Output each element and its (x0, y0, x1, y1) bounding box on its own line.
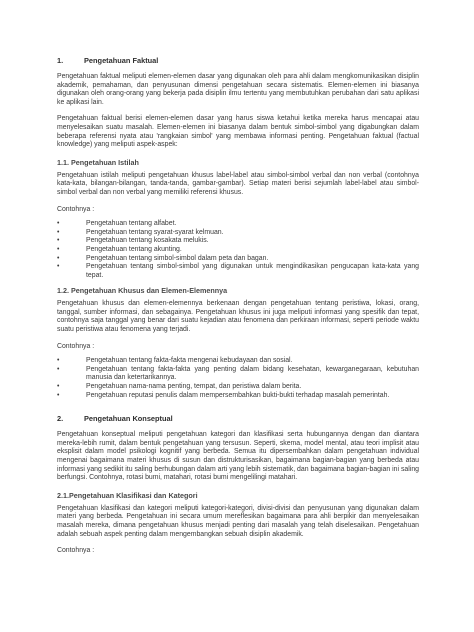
list-item-text: Pengetahuan tentang alfabet. (86, 220, 177, 228)
examples-label: Contohnya : (57, 205, 95, 213)
list-item-text: Pengetahuan tentang fakta-fakta yang penting dalam bidang kesehatan, kewarganegaraan, kebutuhan manusia dan ketertarikannya. (86, 365, 419, 382)
section-title: Pengetahuan Faktual (84, 56, 159, 65)
bullet-icon: • (57, 263, 60, 271)
paragraph: Pengetahuan faktual meliputi elemen-elemen dasar yang digunakan oleh para ahli dalam mengkomunikasikan disiplin akademik, pemahaman, dan penyusunan dimensi pengetahuan secara sistematis. Elemen-elemen ini biasanya digunakan oleh orang-orang yang bekerja pada disiplin ilmu tertentu yang membutuhkan perubahan dari satu aplikasi ke aplikasi lain. (57, 73, 419, 106)
list-item (57, 237, 419, 246)
bullet-icon: • (57, 383, 60, 391)
bullet-icon: • (57, 245, 60, 253)
list-item (57, 366, 419, 383)
document-body (57, 56, 419, 562)
bullet-list (57, 357, 419, 400)
section-number: 2. (57, 414, 64, 424)
list-item-text: Pengetahuan tentang simbol-simbol dalam peta dan bagan. (86, 254, 269, 262)
bullet-icon: • (57, 391, 60, 399)
list-item (57, 255, 419, 264)
bullet-icon: • (57, 220, 60, 228)
list-item-text: Pengetahuan tentang akunting. (86, 245, 182, 253)
list-item-text: Pengetahuan tentang kosakata melukis. (86, 237, 209, 245)
list-item (57, 392, 419, 401)
list-item-text: Pengetahuan tentang syarat-syarat kelmuan. (86, 228, 224, 236)
spacer (57, 406, 419, 414)
list-item-text: Pengetahuan reputasi penulis dalam mempersembahkan bukti-bukti terhadap masalah pemerintah. (86, 391, 390, 399)
section-heading-1 (57, 56, 419, 65)
bullet-icon: • (57, 254, 60, 262)
paragraph: Pengetahuan istilah meliputi pengetahuan khusus label-label atau simbol-simbol verbal dan non verbal (contohnya kata-kata, bilangan-bilangan, tanda-tanda, gambar-gambar). Setiap materi berisi sejumlah label-label atau simbol-simbol verbal dan non verbal yang memiliki referensi khusus. (57, 171, 419, 196)
subsection-heading-1-1: 1.1. Pengetahuan Istilah (57, 157, 139, 167)
bullet-icon: • (57, 228, 60, 236)
list-item (57, 229, 419, 238)
list-item-text: Pengetahuan tentang simbol-simbol yang digunakan untuk mengindikasikan pengucapan kata-kata yang tepat. (86, 263, 419, 279)
bullet-icon: • (57, 365, 60, 373)
list-item (57, 220, 419, 229)
section-number: 1. (57, 56, 64, 65)
paragraph: Pengetahuan khusus dan elemen-elemennya berkenaan dengan pengetahuan tentang peristiwa, lokasi, orang, tanggal, sumber informasi, dan sebagainya. Pengetahuan khusus ini juga meliputi informasi yang spesifik dan tepat, contohnya saja tanggal yang benar dari suatu kejadian atau fenomena dan perkiraan informasi, seperti periode waktu suatu peristiwa atau fenomena yang terjadi. (57, 300, 419, 334)
examples-label: Contohnya : (57, 547, 95, 555)
bullet-list (57, 220, 419, 280)
list-item-text: Pengetahuan nama-nama penting, tempat, dan peristiwa dalam berita. (86, 383, 302, 391)
list-item (57, 246, 419, 255)
subsection-heading-1-2: 1.2. Pengetahuan Khusus dan Elemen-Elemennya (57, 286, 228, 296)
subsection-heading-2-1: 2.1.Pengetahuan Klasifikasi dan Kategori (57, 490, 198, 500)
bullet-icon: • (57, 237, 60, 245)
paragraph: Pengetahuan klasifikasi dan kategori meliputi kategori-kategori, divisi-divisi dan penyusunan yang digunakan dalam materi yang berbeda. Pengetahuan ini secara umum mereflesikan bagaimana para ahli berpikir dan menyelesaikan masalah mereka, dimana pengetahuan khusus menjadi penting dari masalah yang telah diselesaikan. Pengetahuan adalah sebuah aspek penting dalam mengembangkan sebuah disiplin akademik. (57, 504, 419, 538)
section-heading-2 (57, 414, 419, 423)
examples-label: Contohnya : (57, 342, 95, 350)
section-title: Pengetahuan Konseptual (84, 414, 173, 424)
bullet-icon: • (57, 357, 60, 365)
list-item (57, 383, 419, 392)
list-item-text: Pengetahuan tentang fakta-fakta mengenai kebudayaan dan sosial. (86, 357, 293, 365)
paragraph: Pengetahuan konseptual meliputi pengetahuan kategori dan klasifikasi serta hubungannya dengan dan diantara mereka-lebih rumit, dalam bentuk pengetahuan yang tersusun. Seperti, skema, model mental, atau teori implisit atau eksplisit dalam model psikologi kognitif yang berbeda. Semua itu dipersembahkan dalam pengetahuan individual mengenai bagaimana materi khusus di susun dan distrukturisasikan, bagaimana bagian-bagian yang berbeda atau informasi yang sedikit itu saling berhubungan dalam arti yang lebih sistematik, dan bagaimana bagian-bagian ini saling berfungsi. Contohnya, rotasi bumi, matahari, rotasi bumi mengelilingi matahari. (57, 431, 419, 482)
list-item (57, 263, 419, 280)
paragraph: Pengetahuan faktual berisi elemen-elemen dasar yang harus siswa ketahui ketika mereka harus mencapai atau menyelesaikan suatu masalah. Elemen-elemen ini biasanya dalam bentuk simbol-simbol yang digabungkan dalam beberapa referensi nyata atau 'rangkaian simbol' yang membawa informasi penting. Pengetahuan faktual (factual knowledge) yang meliputi aspek-aspek: (57, 115, 419, 149)
list-item (57, 357, 419, 366)
